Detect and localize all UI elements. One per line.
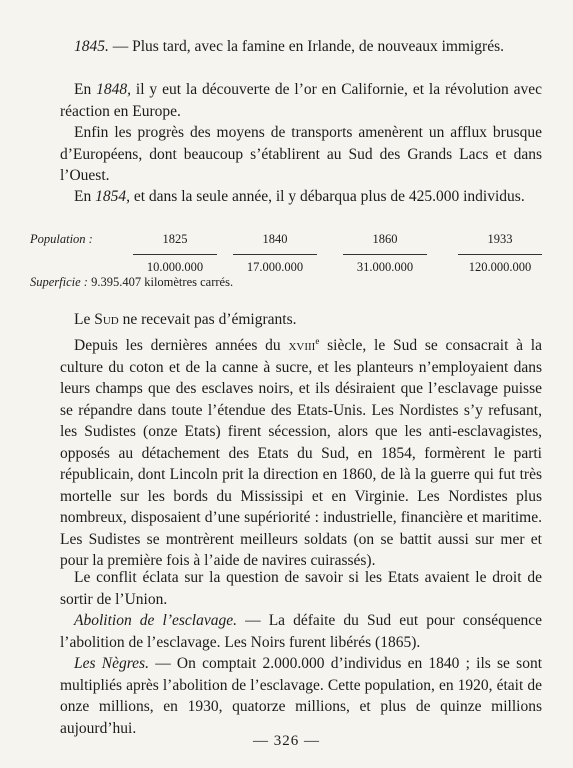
paragraph-pre: Le	[74, 311, 95, 328]
paragraph-conflit	[60, 567, 542, 610]
paragraph-abolition	[60, 610, 542, 653]
population-year: 1825	[162, 232, 188, 246]
century-suffix: e	[315, 336, 320, 346]
paragraph-1854	[60, 186, 542, 208]
paragraph-text: il y eut la découverte de l’or en Californie, et la révolution avec réaction en Europe.	[60, 81, 543, 120]
population-value: 31.000.000	[356, 260, 414, 274]
population-year: 1933	[487, 232, 513, 246]
year-lead: 1854,	[95, 188, 130, 205]
divider	[458, 254, 542, 255]
paragraph-pre: Depuis les dernières années du	[74, 337, 289, 355]
population-column	[343, 232, 427, 275]
year-lead: 1848,	[96, 81, 131, 98]
paragraph-sud	[60, 309, 542, 331]
population-year: 1840	[262, 232, 288, 246]
paragraph-pre: En	[74, 81, 97, 98]
paragraph-pre: En	[74, 188, 96, 205]
population-column	[458, 232, 542, 275]
page-number: — 326 —	[253, 733, 320, 749]
paragraph-text: — La défaite du Sud eut pour conséquence l’abolition de l’esclavage. Les Noirs furent libérés (1865).	[60, 612, 542, 651]
population-year: 1860	[372, 232, 398, 246]
paragraph-esclavage-history	[60, 331, 542, 572]
paragraph-negres	[60, 653, 542, 739]
paragraph-text: siècle, le Sud se consacrait à la culture du coton et de la canne à sucre, et les planteurs n’employaient dans leurs champs que des esclaves noirs, et ils désiraient que l’esclavage puisse se répandre dans toute l’étendue des Etats-Unis. Les Nordistes s’y refusant, les Sudistes (onze Etats) firent sécession, alors que les anti-esclavagistes, opposés au détachement des Etats du Sud, en 1854, formèrent le parti républicain, dont Lincoln prit la direction en 1860, de là la guerre qui fut très mortelle sur les bords du Mississipi et en Virginie. Les Nordistes plus nombreux, disposaient d’une supériorité : industrielle, financière et maritime. Les Sudistes se montrèrent meilleurs soldats (on se battit aussi sur mer et pour la première fois à l’aide de navires cuirassés).	[60, 337, 542, 570]
superficie-value: 9.395.407 kilomètres carrés.	[91, 275, 234, 289]
paragraph-transports	[60, 122, 542, 187]
paragraph-text: et dans la seule année, il y débarqua plus de 425.000 individus.	[129, 188, 525, 205]
paragraph-text: — Plus tard, avec la famine en Irlande, de nouveaux immigrés.	[108, 38, 504, 55]
section-lead: Les Nègres.	[74, 655, 149, 672]
superficie-line	[30, 275, 233, 290]
population-value: 17.000.000	[246, 260, 304, 274]
population-value: 120.000.000	[468, 260, 532, 274]
population-value: 10.000.000	[146, 260, 204, 274]
paragraph-1848	[60, 79, 542, 122]
paragraph-text: — On comptait 2.000.000 d’individus en 1840 ; ils se sont multipliés après l’abolition de l’esclavage. Cette population, en 1920, était de onze millions, en 1930, quatorze millions, et plus de quinze millions aujourd’hui.	[60, 655, 542, 737]
century-numeral: xviii	[288, 337, 316, 355]
paragraph-text: Enfin les progrès des moyens de transports amenèrent un afflux brusque d’Européens, dont beaucoup s’établirent au Sud des Grands Lacs et dans l’Ouest.	[60, 124, 542, 184]
paragraph-1845	[60, 36, 542, 58]
paragraph-text: Le conflit éclata sur la question de savoir si les Etats avaient le droit de sortir de l’Union.	[60, 569, 542, 608]
sud-smallcaps: Sud	[94, 311, 119, 328]
population-label: Population :	[30, 232, 93, 246]
divider	[343, 254, 427, 255]
divider	[133, 254, 217, 255]
section-lead: Abolition de l’esclavage.	[74, 612, 237, 629]
year-lead: 1845.	[74, 38, 109, 55]
superficie-label: Superficie :	[30, 275, 88, 289]
paragraph-text: ne recevait pas d’émigrants.	[118, 311, 297, 328]
population-column	[233, 232, 317, 275]
divider	[233, 254, 317, 255]
population-column	[133, 232, 217, 275]
